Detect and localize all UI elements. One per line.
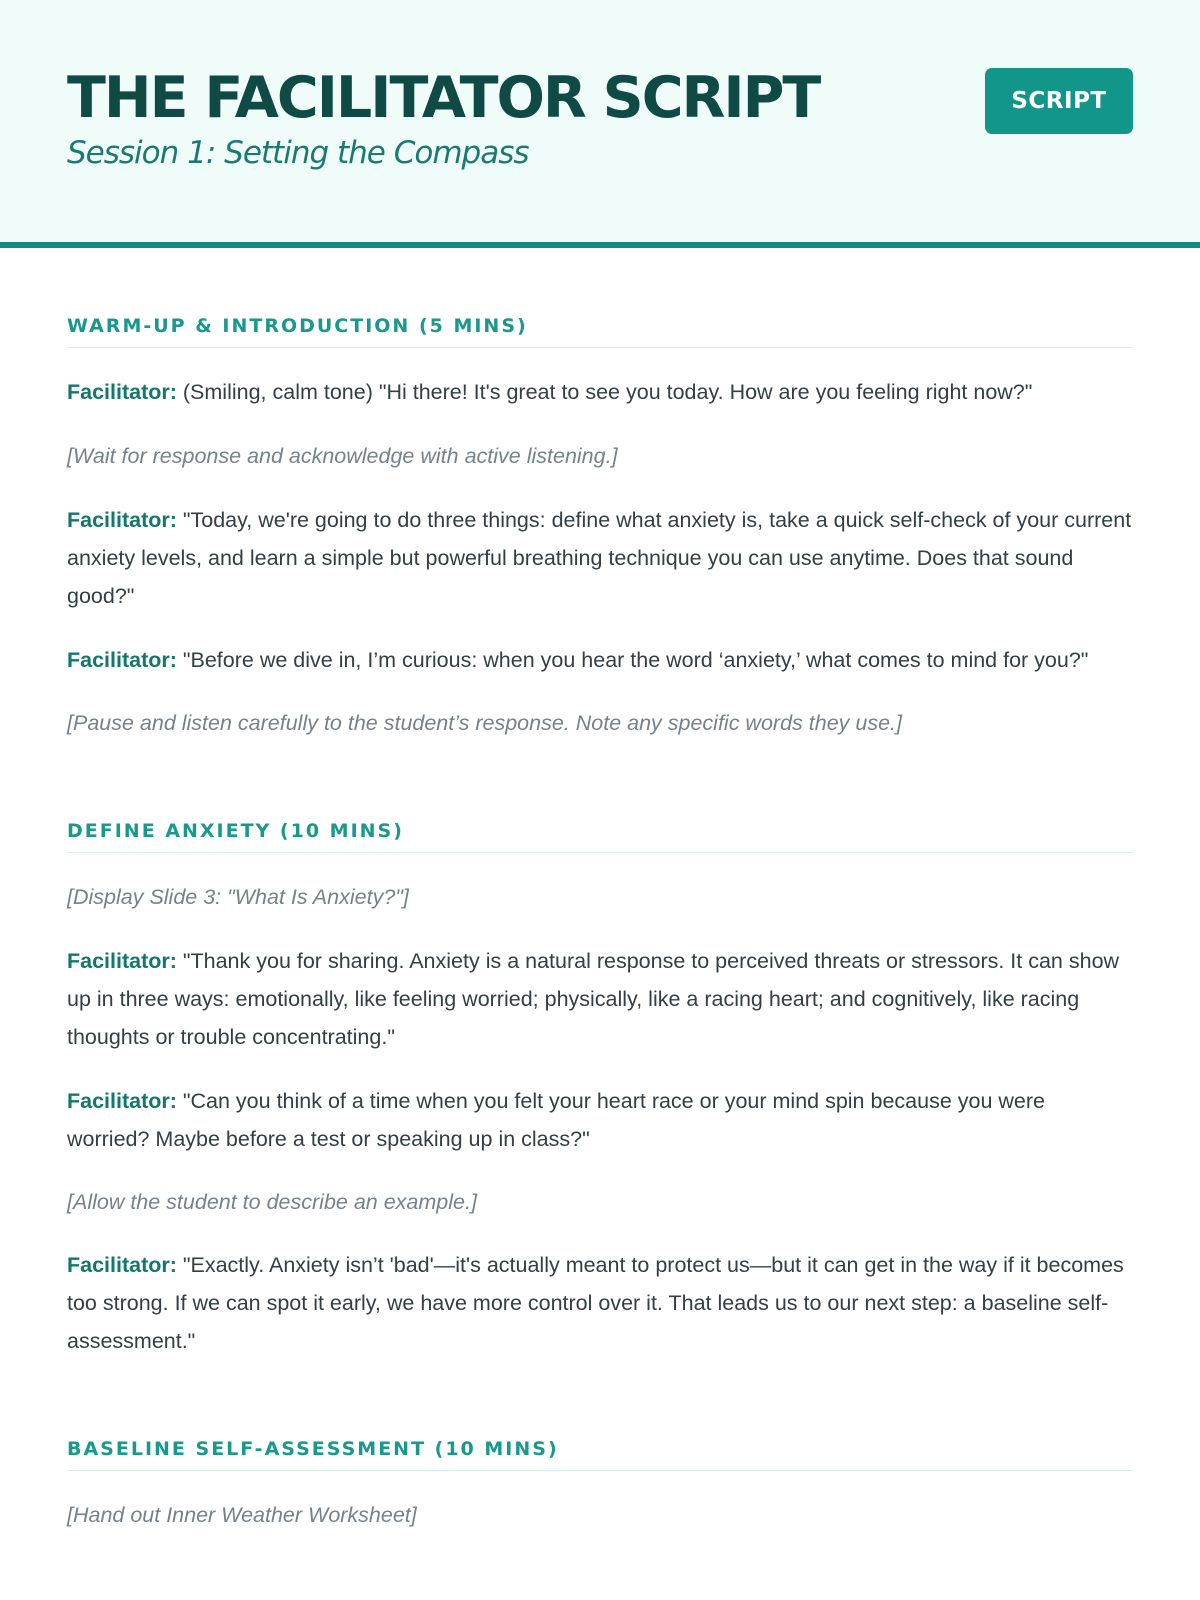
facilitator-line [67,1246,1133,1360]
line-text: "Can you think of a time when you felt your heart race or your mind spin because you were worried? Maybe before a test or speaking up in class?" [67,1089,1045,1151]
script-content [0,315,1200,1534]
section-define-anxiety [67,820,1133,1360]
script-badge: SCRIPT [985,68,1133,134]
section-warm-up [67,315,1133,742]
page-subtitle: Session 1: Setting the Compass [67,135,529,171]
stage-direction: [Pause and listen carefully to the student’s response. Note any specific words they use.] [67,711,902,735]
line-text: "Before we dive in, I’m curious: when you hear the word ‘anxiety,’ what comes to mind for you?" [176,648,1089,672]
facilitator-line [67,641,1133,679]
speaker-label: Facilitator: [67,380,177,404]
page-title: THE FACILITATOR SCRIPT [67,65,820,131]
speaker-label: Facilitator: [67,648,177,672]
facilitator-line [67,1082,1133,1158]
facilitator-line [67,942,1133,1056]
facilitator-line [67,501,1133,615]
section-heading: WARM-UP & INTRODUCTION (5 MINS) [67,315,1133,348]
line-text: (Smiling, calm tone) "Hi there! It's great to see you today. How are you feeling right now?" [176,380,1033,404]
speaker-label: Facilitator: [67,1089,177,1113]
section-baseline-assessment [67,1438,1133,1534]
line-text: "Exactly. Anxiety isn’t 'bad'—it's actually meant to protect us—but it can get in the way if it becomes too strong. If we can spot it early, we have more control over it. That leads us to our next step: a baseline self-assessment." [67,1253,1124,1353]
speaker-label: Facilitator: [67,949,177,973]
page-header [0,0,1200,248]
facilitator-line [67,373,1133,411]
stage-direction: [Hand out Inner Weather Worksheet] [67,1503,417,1527]
line-text: "Thank you for sharing. Anxiety is a natural response to perceived threats or stressors. It can show up in three ways: emotionally, like feeling worried; physically, like a racing heart; and cognitively, like racing thoughts or trouble concentrating." [67,949,1120,1049]
section-heading: DEFINE ANXIETY (10 MINS) [67,820,1133,853]
stage-direction: [Display Slide 3: "What Is Anxiety?"] [67,885,409,909]
speaker-label: Facilitator: [67,1253,177,1277]
stage-direction: [Allow the student to describe an example.] [67,1190,477,1214]
speaker-label: Facilitator: [67,508,177,532]
line-text: "Today, we're going to do three things: define what anxiety is, take a quick self-check of your current anxiety levels, and learn a simple but powerful breathing technique you can use anytime. Does that sound good?" [67,508,1132,608]
stage-direction: [Wait for response and acknowledge with active listening.] [67,444,618,468]
section-heading: BASELINE SELF-ASSESSMENT (10 MINS) [67,1438,1133,1471]
